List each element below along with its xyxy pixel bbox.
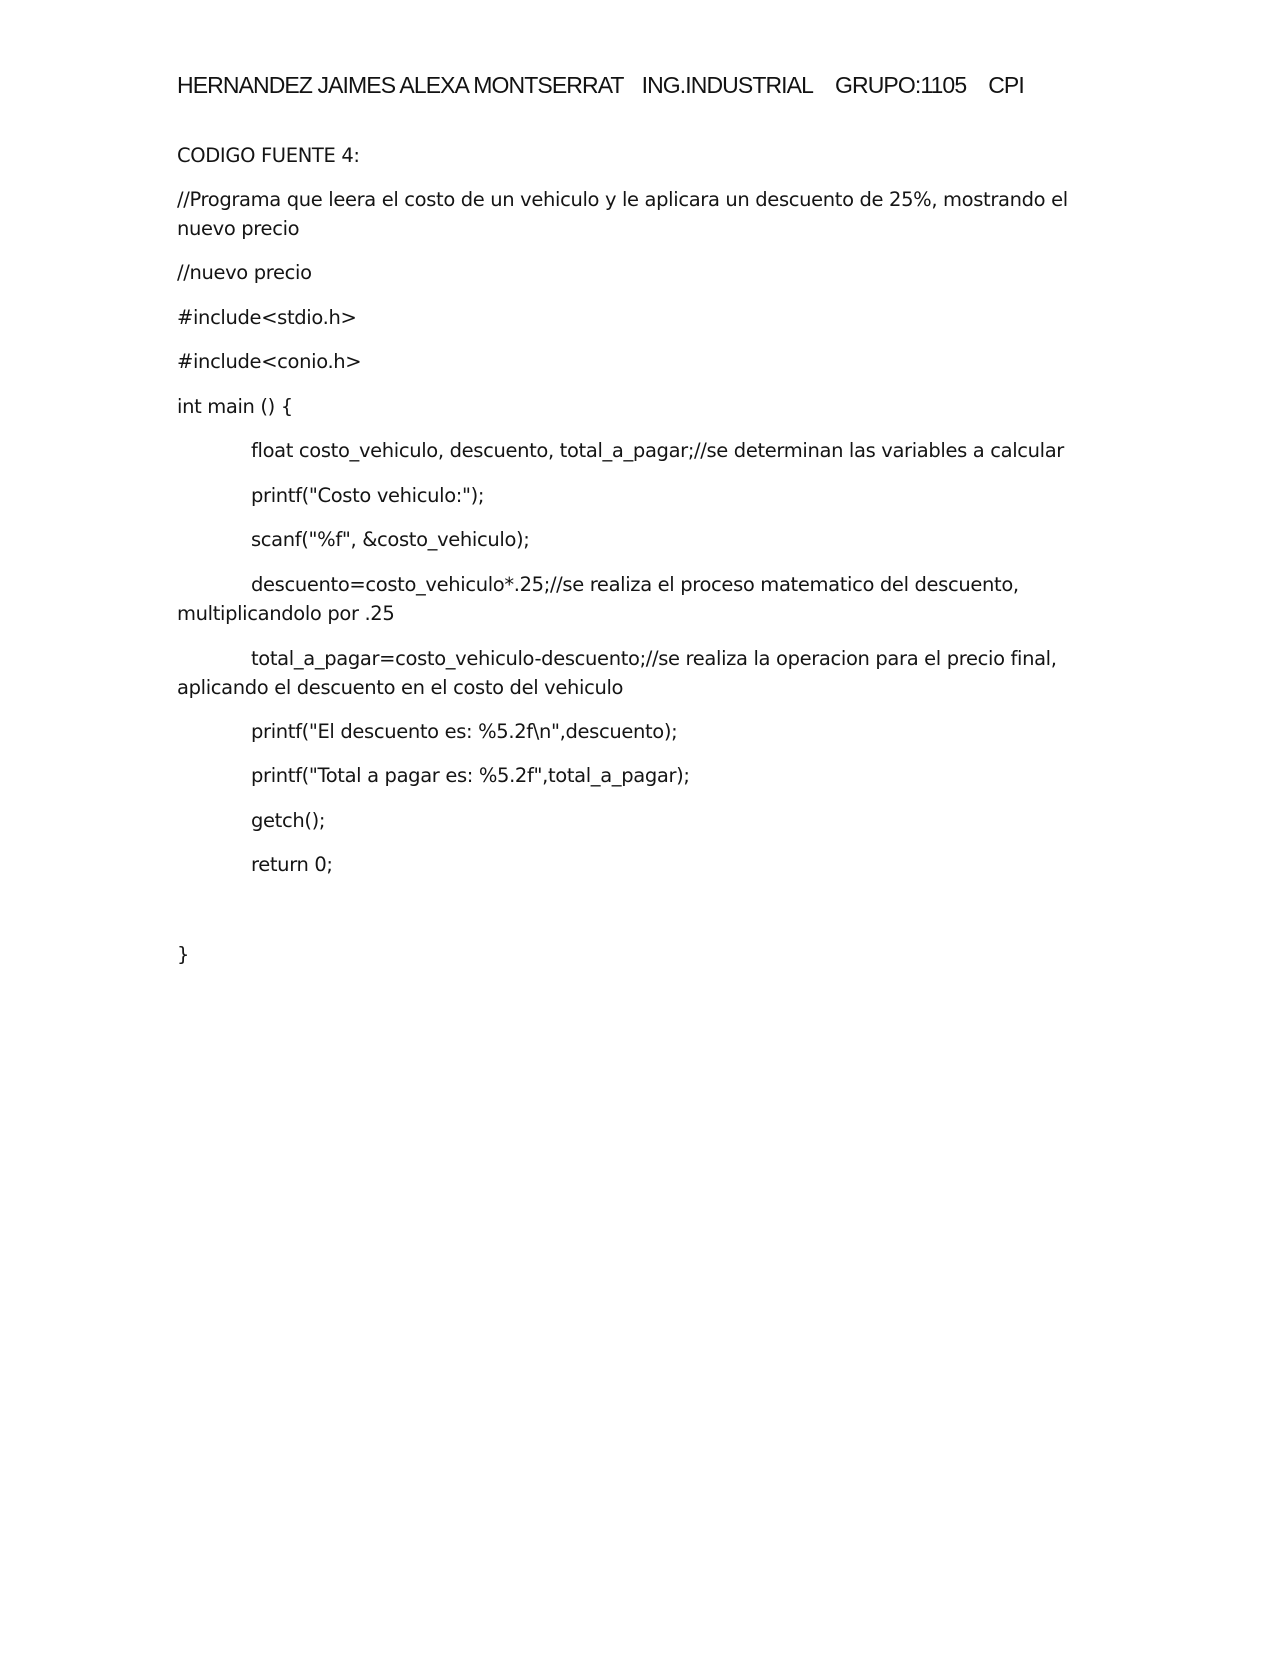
printf-total: printf("Total a pagar es: %5.2f",total_a_pagar);: [251, 764, 690, 787]
getch-call: getch();: [251, 809, 326, 832]
course-label: CPI: [988, 72, 1024, 98]
include-stdio: #include<stdio.h>: [177, 306, 357, 329]
printf-descuento: printf("El descuento es: %5.2f\n",descuento);: [251, 720, 678, 743]
document-header: [177, 72, 1024, 99]
student-name: HERNANDEZ JAIMES ALEXA MONTSERRAT: [177, 72, 624, 98]
group-label: GRUPO:1105: [835, 72, 967, 98]
return-statement: return 0;: [251, 853, 333, 876]
career-label: ING.INDUSTRIAL: [641, 72, 814, 98]
comment-intro-line-2: nuevo precio: [177, 217, 300, 240]
main-signature: int main () {: [177, 395, 293, 418]
declare-variables: float costo_vehiculo, descuento, total_a_pagar;//se determinan las variables a calcular: [251, 439, 1064, 462]
calc-descuento-line-1: descuento=costo_vehiculo*.25;//se realiza el proceso matematico del descuento,: [251, 573, 1019, 596]
printf-costo: printf("Costo vehiculo:");: [251, 484, 485, 507]
calc-descuento-line-2: multiplicandolo por .25: [177, 602, 395, 625]
include-conio: #include<conio.h>: [177, 350, 362, 373]
closing-brace: }: [177, 943, 190, 966]
comment-intro-line-1: //Programa que leera el costo de un vehiculo y le aplicara un descuento de 25%, mostrando el: [177, 188, 1068, 211]
section-title: CODIGO FUENTE 4:: [177, 144, 360, 167]
scanf-costo: scanf("%f", &costo_vehiculo);: [251, 528, 530, 551]
calc-total-line-2: aplicando el descuento en el costo del vehiculo: [177, 676, 624, 699]
calc-total-line-1: total_a_pagar=costo_vehiculo-descuento;//se realiza la operacion para el precio final,: [251, 647, 1057, 670]
comment-nuevo-precio: //nuevo precio: [177, 261, 312, 284]
